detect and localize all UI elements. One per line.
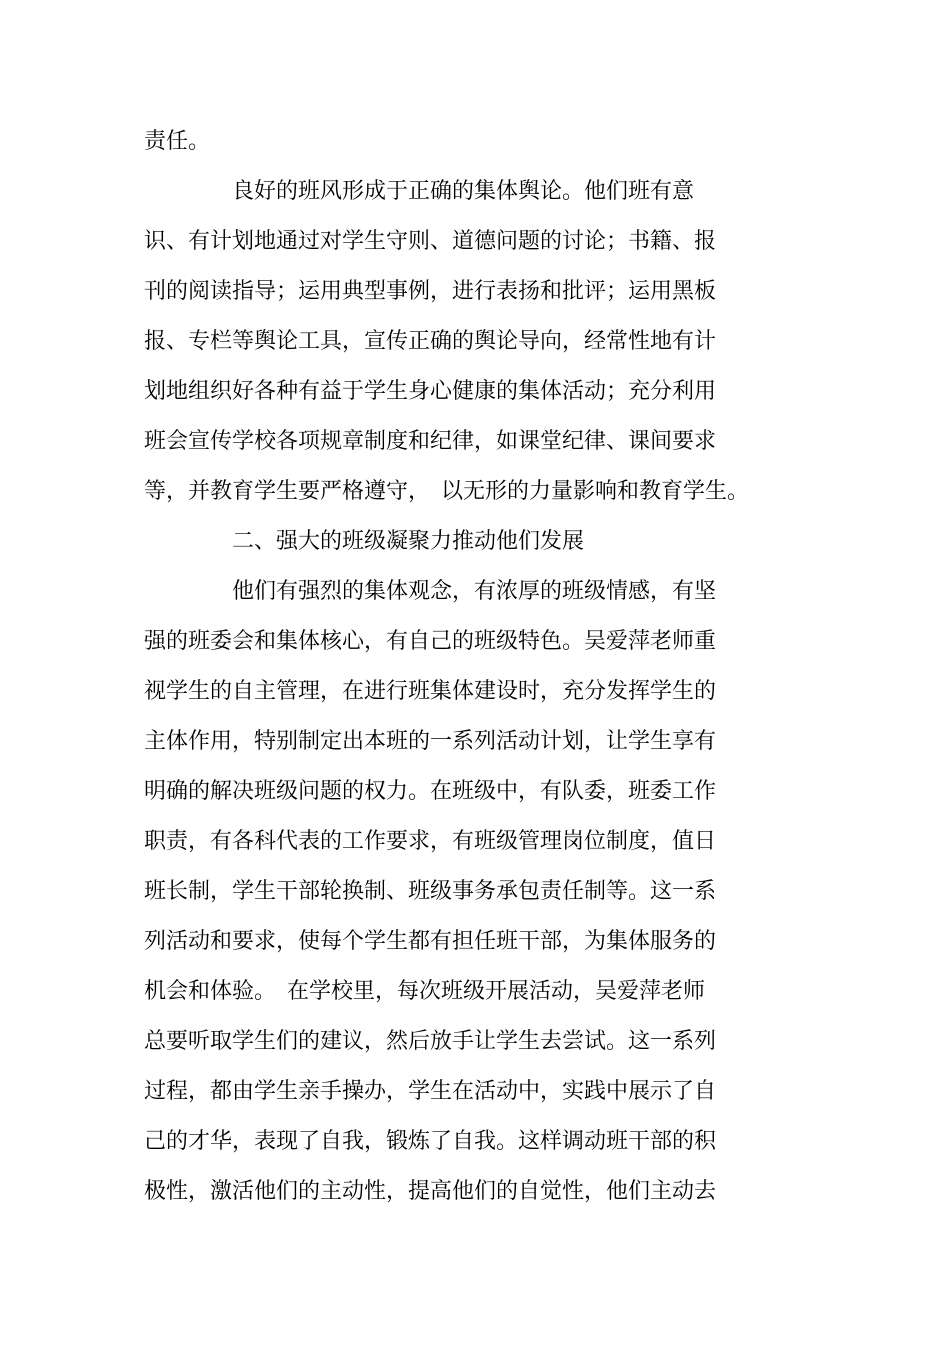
paragraph-line: 识、有计划地通过对学生守则、道德问题的讨论；书籍、报 — [144, 229, 717, 254]
paragraph-line: 班长制，学生干部轮换制、班级事务承包责任制等。这一系 — [144, 879, 717, 904]
paragraph-line: 机会和体验。 在学校里，每次班级开展活动，吴爱萍老师 — [144, 979, 706, 1004]
paragraph-line: 总要听取学生们的建议，然后放手让学生去尝试。这一系列 — [144, 1029, 717, 1054]
paragraph-line: 班会宣传学校各项规章制度和纪律，如课堂纪律、课间要求 — [144, 429, 717, 454]
paragraph-line: 划地组织好各种有益于学生身心健康的集体活动；充分利用 — [144, 379, 717, 404]
paragraph-line: 责任。 — [144, 129, 211, 154]
section-heading: 二、强大的班级凝聚力推动他们发展 — [144, 529, 585, 554]
paragraph-line: 良好的班风形成于正确的集体舆论。他们班有意 — [144, 179, 695, 204]
paragraph-line: 职责，有各科代表的工作要求，有班级管理岗位制度，值日 — [144, 829, 717, 854]
paragraph-line: 报、专栏等舆论工具，宣传正确的舆论导向，经常性地有计 — [144, 329, 717, 354]
paragraph-line: 视学生的自主管理，在进行班集体建设时，充分发挥学生的 — [144, 679, 717, 704]
paragraph-line: 主体作用，特别制定出本班的一系列活动计划，让学生享有 — [144, 729, 717, 754]
paragraph-line: 己的才华，表现了自我，锻炼了自我。这样调动班干部的积 — [144, 1129, 717, 1154]
paragraph-line: 极性，激活他们的主动性，提高他们的自觉性，他们主动去 — [144, 1179, 717, 1204]
paragraph-line: 等，并教育学生要严格遵守， 以无形的力量影响和教育学生。 — [144, 479, 750, 504]
paragraph-line: 明确的解决班级问题的权力。在班级中，有队委，班委工作 — [144, 779, 717, 804]
paragraph-line: 强的班委会和集体核心，有自己的班级特色。吴爱萍老师重 — [144, 629, 717, 654]
paragraph-line: 过程，都由学生亲手操办，学生在活动中，实践中展示了自 — [144, 1079, 717, 1104]
paragraph-line: 列活动和要求，使每个学生都有担任班干部，为集体服务的 — [144, 929, 717, 954]
paragraph-line: 他们有强烈的集体观念，有浓厚的班级情感，有坚 — [144, 579, 717, 604]
paragraph-line: 刊的阅读指导；运用典型事例，进行表扬和批评；运用黑板 — [144, 279, 717, 304]
